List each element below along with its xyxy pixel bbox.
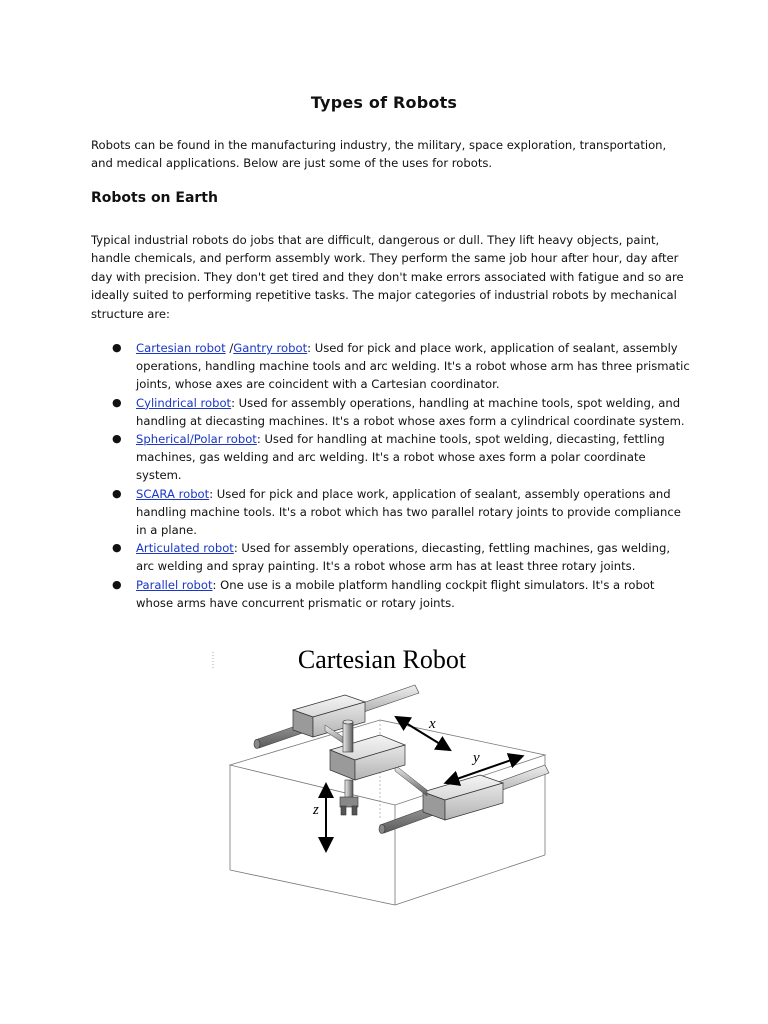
articulated-robot-link[interactable]: Articulated robot — [136, 541, 234, 556]
cylindrical-robot-link[interactable]: Cylindrical robot — [136, 395, 232, 410]
cartesian-robot-diagram — [205, 640, 565, 910]
list-item-text: : One use is a mobile platform handling cockpit flight simulators. It's a robot whose arms have concurrent prismatic or rotary joints. — [136, 577, 655, 610]
bullet-icon: ● — [112, 541, 122, 555]
list-item-parallel — [91, 576, 691, 612]
cartesian-robot-figure — [205, 640, 565, 910]
list-item-text: : Used for handling at machine tools, spot welding, diecasting, fettling machines, gas welding and arc welding. It's a robot whose axes form a polar coordinate system. — [136, 432, 665, 483]
link-separator: / — [225, 341, 234, 355]
list-item-cartesian — [91, 339, 691, 394]
parallel-robot-link[interactable]: Parallel robot — [136, 577, 213, 592]
cartesian-robot-link[interactable]: Cartesian robot — [136, 341, 226, 355]
list-item-text: : Used for pick and place work, application of sealant, assembly operations and handling machine tools. It's a robot which has two parallel rotary joints to provide compliance in a plane. — [136, 486, 681, 538]
list-item-text: : Used for assembly operations, diecasting, fettling machines, gas welding, arc welding and spray painting. It's a robot whose arm has at least three rotary joints. — [136, 541, 671, 574]
robot-type-list — [91, 339, 691, 612]
bullet-icon: ● — [112, 577, 122, 591]
spherical-polar-robot-link[interactable]: Spherical/Polar robot — [136, 432, 257, 447]
section-heading: Robots on Earth — [91, 190, 218, 206]
bullet-icon: ● — [112, 395, 122, 409]
list-item-scara — [91, 485, 691, 540]
gantry-robot-link[interactable]: Gantry robot — [233, 341, 308, 355]
scara-robot-link[interactable]: SCARA robot — [136, 486, 210, 501]
list-item-articulated — [91, 539, 691, 575]
list-item-spherical — [91, 430, 691, 485]
intro-paragraph: Robots can be found in the manufacturing industry, the military, space exploration, transportation, and medical applications. Below are just some of the uses for robots. — [91, 138, 667, 171]
section-paragraph: Typical industrial robots do jobs that are difficult, dangerous or dull. They lift heavy objects, paint, handle chemicals, and perform assembly work. They perform the same job hour after hour, day after day with precision. They don't get tired and they don't make errors associated with fatigue and so are ideally suited to performing repetitive tasks. The major categories of industrial robots by mechanical structure are: — [91, 233, 684, 321]
list-item-text: : Used for pick and place work, application of sealant, assembly operations, handling machine tools and arc welding. It's a robot whose arm has three prismatic joints, whose axes are coincident with a Cartesian coordinator. — [136, 341, 690, 392]
bullet-icon: ● — [112, 341, 122, 354]
page-title: Types of Robots — [310, 93, 458, 112]
bullet-icon: ● — [112, 432, 122, 446]
z-axis-label: z — [313, 802, 319, 818]
list-item-text: : Used for assembly operations, handling at machine tools, spot welding, and handling at diecasting machines. It's a robot whose axes form a cylindrical coordinate system. — [136, 395, 685, 428]
figure-title: Cartesian Robot — [297, 645, 467, 674]
y-axis-label: y — [473, 750, 480, 766]
x-axis-arrow — [401, 720, 445, 747]
x-axis-label: x — [429, 716, 436, 732]
bullet-icon: ● — [112, 486, 122, 500]
list-item-cylindrical — [91, 394, 691, 430]
front-carriage — [423, 775, 503, 820]
